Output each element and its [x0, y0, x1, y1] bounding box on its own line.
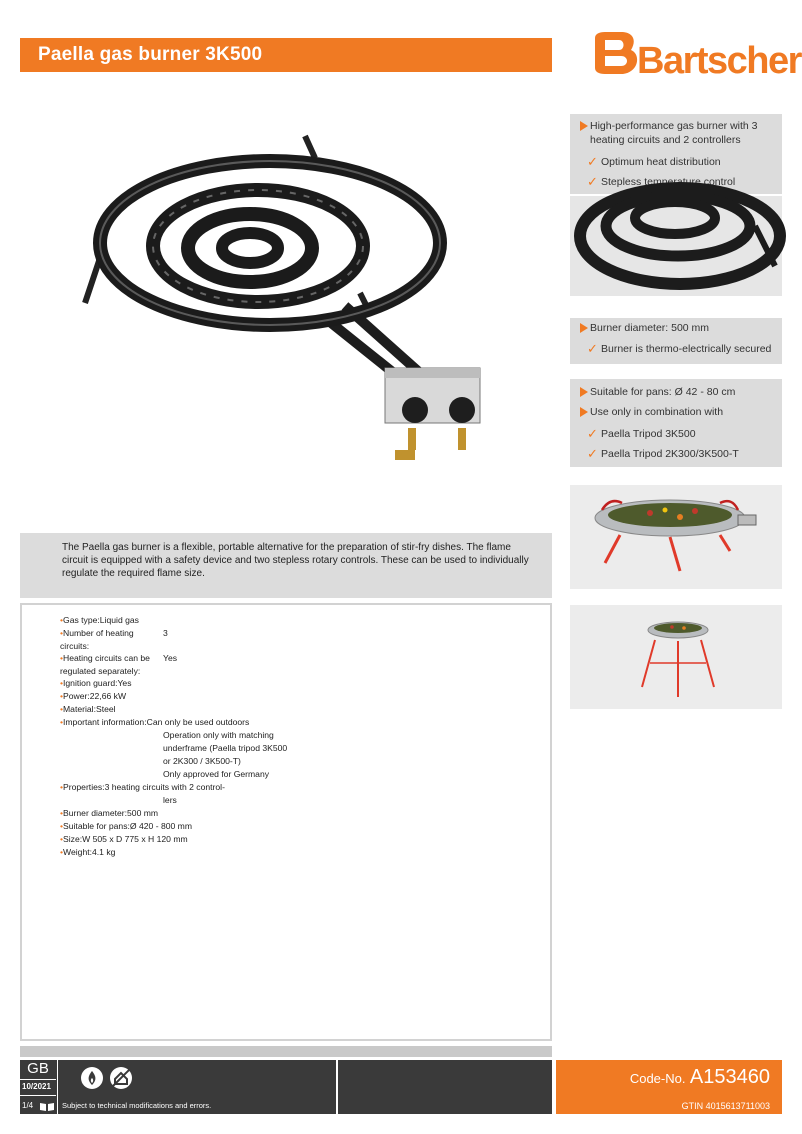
divider — [20, 1095, 56, 1096]
description-panel — [20, 533, 552, 598]
specifications-panel — [20, 603, 552, 1041]
description-text: The Paella gas burner is a flexible, portable alternative for the preparation of stir-fry dishes. The flame circuit is equipped with a safety device and two stepless rotary controls. These can be used to individually regulate the required flame size. — [62, 542, 529, 579]
feature-panel-1 — [570, 114, 782, 194]
spec-value: or 2K300 / 3K500-T) — [163, 756, 241, 766]
spec-item: •Power:22,66 kW — [60, 691, 127, 701]
spec-value: Operation only with matching — [163, 730, 274, 740]
gtin: GTIN 4015613711003 — [681, 1101, 770, 1111]
spec-item: •Heating circuits can be regulated separately: — [60, 653, 150, 676]
divider — [20, 1079, 56, 1080]
feature-sub-1a: Optimum heat distribution — [601, 156, 721, 168]
country-code: GB — [27, 1060, 49, 1077]
image-paella-on-tripod — [570, 605, 782, 709]
spec-item: •Weight:4.1 kg — [60, 847, 116, 857]
feature-main-3a: Suitable for pans: Ø 42 - 80 cm — [590, 386, 736, 398]
check-icon: ✓ — [587, 446, 598, 461]
spec-item: •Properties:3 heating circuits with 2 control- — [60, 782, 225, 792]
spec-value: lers — [163, 795, 177, 805]
feature-main-2: Burner diameter: 500 mm — [590, 322, 710, 334]
footer-middle-panel — [338, 1060, 552, 1114]
spec-value: Yes — [163, 653, 178, 663]
product-image-burner — [70, 128, 530, 478]
check-icon: ✓ — [587, 426, 598, 441]
spec-value: underframe (Paella tripod 3K500 — [163, 743, 288, 753]
divider — [57, 1060, 58, 1114]
spec-item: •Number of heating circuits: — [60, 628, 134, 651]
gas-flame-icon — [80, 1066, 104, 1090]
arrow-icon — [580, 121, 588, 131]
spec-item: •Important information:Can only be used outdoors — [60, 717, 250, 727]
feature-panel-3 — [570, 379, 782, 467]
title-bar — [20, 38, 552, 72]
spec-value: 3 — [163, 628, 168, 638]
detail-image-burner-closeup — [570, 196, 782, 296]
disclaimer: Subject to technical modifications and errors. — [62, 1101, 212, 1110]
feature-panel-2 — [570, 318, 782, 364]
check-icon: ✓ — [587, 174, 598, 189]
code-value: A153460 — [689, 1066, 770, 1088]
spec-item: •Gas type:Liquid gas — [60, 615, 139, 625]
book-icon — [40, 1102, 54, 1111]
feature-sub-1b: Stepless temperature control — [601, 176, 736, 188]
spec-item: •Material:Steel — [60, 704, 116, 714]
brand-name: Bartscher — [637, 40, 801, 82]
page-title: Paella gas burner 3K500 — [38, 44, 263, 65]
footer-divider — [20, 1046, 552, 1057]
code-label: Code-No. — [629, 1071, 686, 1086]
outdoor-use-icon — [109, 1066, 133, 1090]
feature-sub-3b: Paella Tripod 2K300/3K500-T — [601, 448, 739, 460]
footer-left-panel — [20, 1060, 336, 1114]
check-icon: ✓ — [587, 154, 598, 169]
spec-item: •Ignition guard:Yes — [60, 678, 132, 688]
check-icon: ✓ — [587, 341, 598, 356]
arrow-icon — [580, 407, 588, 417]
page-number: 1/4 — [22, 1101, 34, 1110]
spec-item: •Suitable for pans:Ø 420 - 800 mm — [60, 821, 192, 831]
product-code — [630, 1066, 770, 1089]
spec-item: •Size:W 505 x D 775 x H 120 mm — [60, 834, 188, 844]
image-paella-on-burner — [570, 485, 782, 589]
arrow-icon — [580, 387, 588, 397]
spec-value: Only approved for Germany — [163, 769, 270, 779]
footer-code-panel — [556, 1060, 782, 1114]
doc-date: 10/2021 — [22, 1082, 51, 1091]
bartscher-logo — [591, 28, 801, 84]
feature-main-3b: Use only in combination with — [590, 406, 724, 418]
spec-item: •Burner diameter:500 mm — [60, 808, 159, 818]
feature-sub-3a: Paella Tripod 3K500 — [601, 428, 696, 440]
arrow-icon — [580, 323, 588, 333]
feature-main-1: High-performance gas burner with 3 heating circuits and 2 controllers — [590, 120, 758, 146]
feature-sub-2a: Burner is thermo-electrically secured — [601, 343, 772, 355]
